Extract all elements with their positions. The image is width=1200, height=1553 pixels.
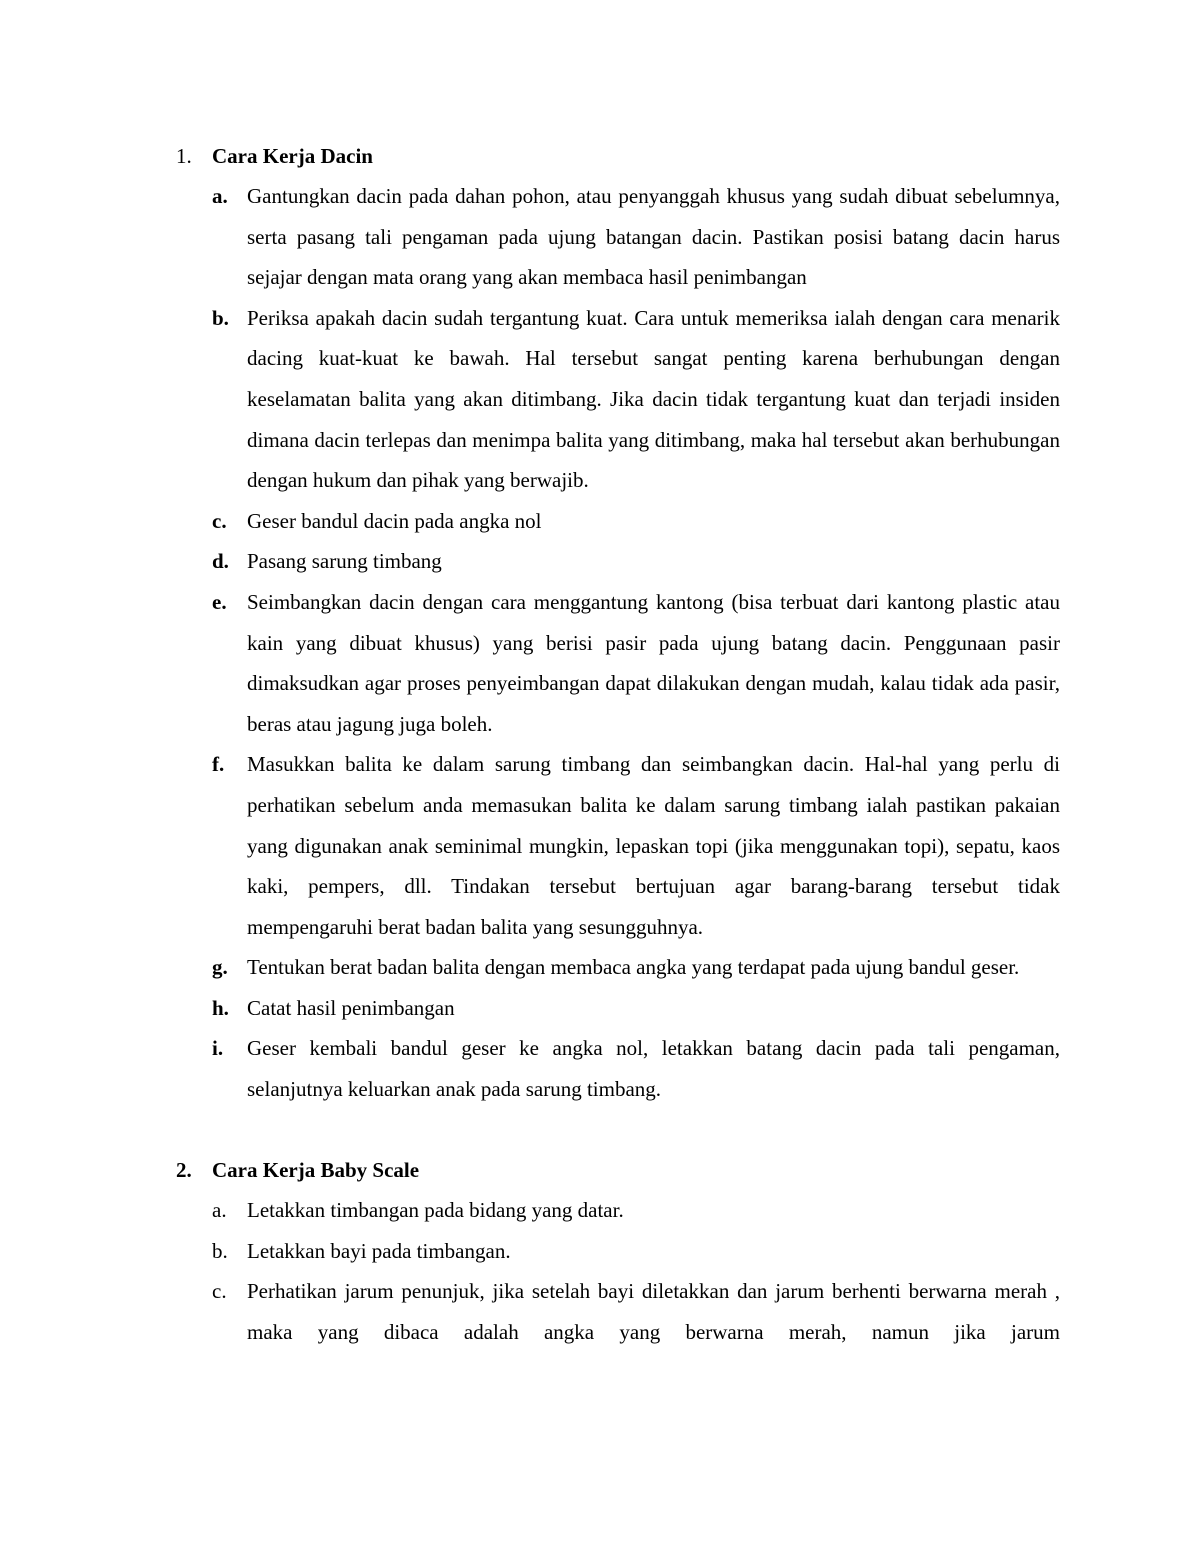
list-item (176, 947, 1060, 988)
list-item (176, 582, 1060, 744)
item-marker: h. (212, 995, 229, 1020)
section-cara-kerja-baby-scale (176, 1150, 1060, 1352)
item-text: Seimbangkan dacin dengan cara menggantung kantong (bisa terbuat dari kantong plastic atau kain yang dibuat khusus) yang berisi pasir pada ujung batang dacin. Penggunaan pasir dimaksudkan agar proses penyeimbangan dapat dilakukan dengan mudah, kalau tidak ada pasir, beras atau jagung juga boleh. (247, 589, 1060, 736)
item-marker: c. (212, 1279, 227, 1304)
item-marker: f. (212, 752, 225, 777)
item-marker: g. (212, 955, 228, 980)
step-list (176, 1190, 1060, 1352)
list-item (176, 988, 1060, 1029)
item-marker: i. (212, 1036, 224, 1061)
section-heading (176, 136, 1060, 176)
list-item (176, 298, 1060, 501)
section-title: Cara Kerja Dacin (212, 144, 373, 168)
item-text: Gantungkan dacin pada dahan pohon, atau penyanggah khusus yang sudah dibuat sebelumnya, serta pasang tali pengaman pada ujung batangan dacin. Pastikan posisi batang dacin harus sejajar dengan mata orang yang akan membaca hasil penimbangan (247, 184, 1060, 290)
step-list (176, 176, 1060, 1110)
item-marker: a. (212, 1198, 227, 1222)
section-title: Cara Kerja Baby Scale (212, 1158, 420, 1182)
item-marker: e. (212, 589, 227, 614)
item-text: Catat hasil penimbangan (247, 995, 455, 1020)
list-item (176, 176, 1060, 298)
list-item (176, 541, 1060, 582)
list-item (176, 1028, 1060, 1109)
item-text: Letakkan bayi pada timbangan. (247, 1238, 511, 1263)
list-item (176, 1271, 1060, 1352)
list-item (176, 1190, 1060, 1231)
list-item (176, 501, 1060, 542)
section-number: 1. (176, 144, 192, 168)
item-text: Geser kembali bandul geser ke angka nol, letakkan batang dacin pada tali pengaman, selanjutnya keluarkan anak pada sarung timbang. (247, 1036, 1060, 1102)
item-text: Perhatikan jarum penunjuk, jika setelah bayi diletakkan dan jarum berhenti berwarna merah , maka yang dibaca adalah angka yang berwarna merah, namun jika jarum (247, 1279, 1060, 1344)
item-marker: a. (212, 184, 228, 208)
item-marker: d. (212, 549, 229, 574)
item-text: Periksa apakah dacin sudah tergantung kuat. Cara untuk memeriksa ialah dengan cara menarik dacing kuat-kuat ke bawah. Hal tersebut sangat penting karena berhubungan dengan keselamatan balita yang akan ditimbang. Jika dacin tidak tergantung kuat dan terjadi insiden dimana dacin terlepas dan menimpa balita yang ditimbang, maka hal tersebut akan berhubungan dengan hukum dan pihak yang berwajib. (247, 305, 1060, 493)
item-text: Tentukan berat badan balita dengan membaca angka yang terdapat pada ujung bandul geser. (247, 955, 1020, 980)
item-text: Letakkan timbangan pada bidang yang datar. (247, 1198, 624, 1222)
item-text: Masukkan balita ke dalam sarung timbang dan seimbangkan dacin. Hal-hal yang perlu di perhatikan sebelum anda memasukan balita ke dalam sarung timbang ialah pastikan pakaian yang digunakan anak seminimal mungkin, lepaskan topi (jika menggunakan topi), sepatu, kaos kaki, pempers, dll. Tindakan tersebut bertujuan agar barang-barang tersebut tidak mempengaruhi berat badan balita yang sesungguhnya. (247, 752, 1060, 939)
section-cara-kerja-dacin (176, 136, 1060, 1110)
section-number: 2. (176, 1158, 192, 1182)
item-marker: b. (212, 305, 229, 330)
list-item (176, 1231, 1060, 1272)
item-marker: b. (212, 1238, 228, 1263)
item-text: Pasang sarung timbang (247, 549, 442, 574)
list-item (176, 744, 1060, 947)
item-text: Geser bandul dacin pada angka nol (247, 508, 542, 533)
section-heading (176, 1150, 1060, 1190)
item-marker: c. (212, 508, 227, 533)
